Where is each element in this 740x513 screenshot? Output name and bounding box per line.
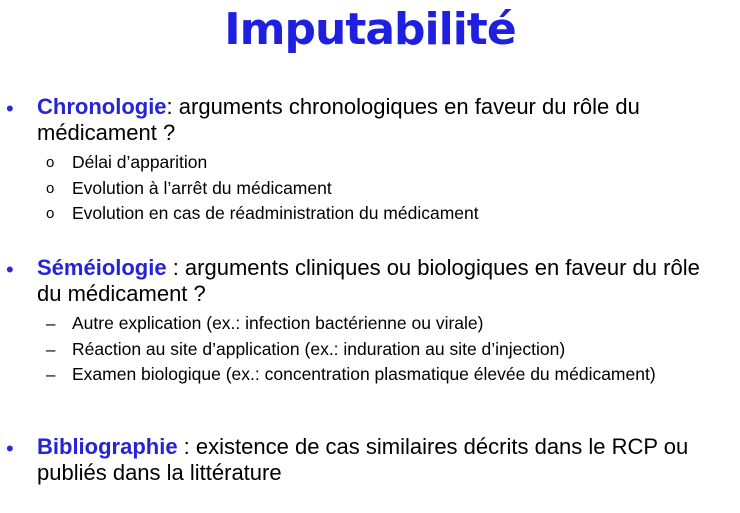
section-text: : arguments cliniques ou biologiques en faveur du rôle du médicament ? (37, 255, 700, 306)
dash-bullet-icon: – (46, 365, 56, 384)
section-keyword: Bibliographie (37, 434, 178, 459)
section-keyword: Séméiologie (37, 255, 167, 280)
bullet-icon: • (6, 257, 14, 282)
bullet-icon: • (6, 96, 14, 121)
list-item: Autre explication (ex.: infection bactérienne ou virale) (72, 313, 484, 333)
circle-bullet-icon: o (46, 180, 55, 197)
circle-bullet-icon: o (46, 154, 55, 171)
list-item: Evolution à l’arrêt du médicament (72, 178, 332, 198)
slide-title: Imputabilité (224, 4, 516, 55)
section-heading (37, 94, 727, 146)
dash-bullet-icon: – (46, 340, 56, 359)
circle-bullet-icon: o (46, 205, 55, 222)
section-keyword: Chronologie (37, 94, 167, 119)
section-text: : arguments chronologiques en faveur du rôle du médicament ? (37, 94, 640, 145)
section-heading (37, 255, 727, 307)
list-item: Délai d’apparition (72, 152, 208, 172)
dash-bullet-icon: – (46, 314, 56, 333)
list-item: Réaction au site d’application (ex.: induration au site d’injection) (72, 339, 566, 359)
section-text: : existence de cas similaires décrits dans le RCP ou publiés dans la littérature (37, 434, 689, 485)
bullet-icon: • (6, 436, 14, 461)
section-heading (37, 434, 727, 486)
list-item: Evolution en cas de réadministration du médicament (72, 203, 479, 223)
list-item: Examen biologique (ex.: concentration plasmatique élevée du médicament) (72, 364, 656, 384)
